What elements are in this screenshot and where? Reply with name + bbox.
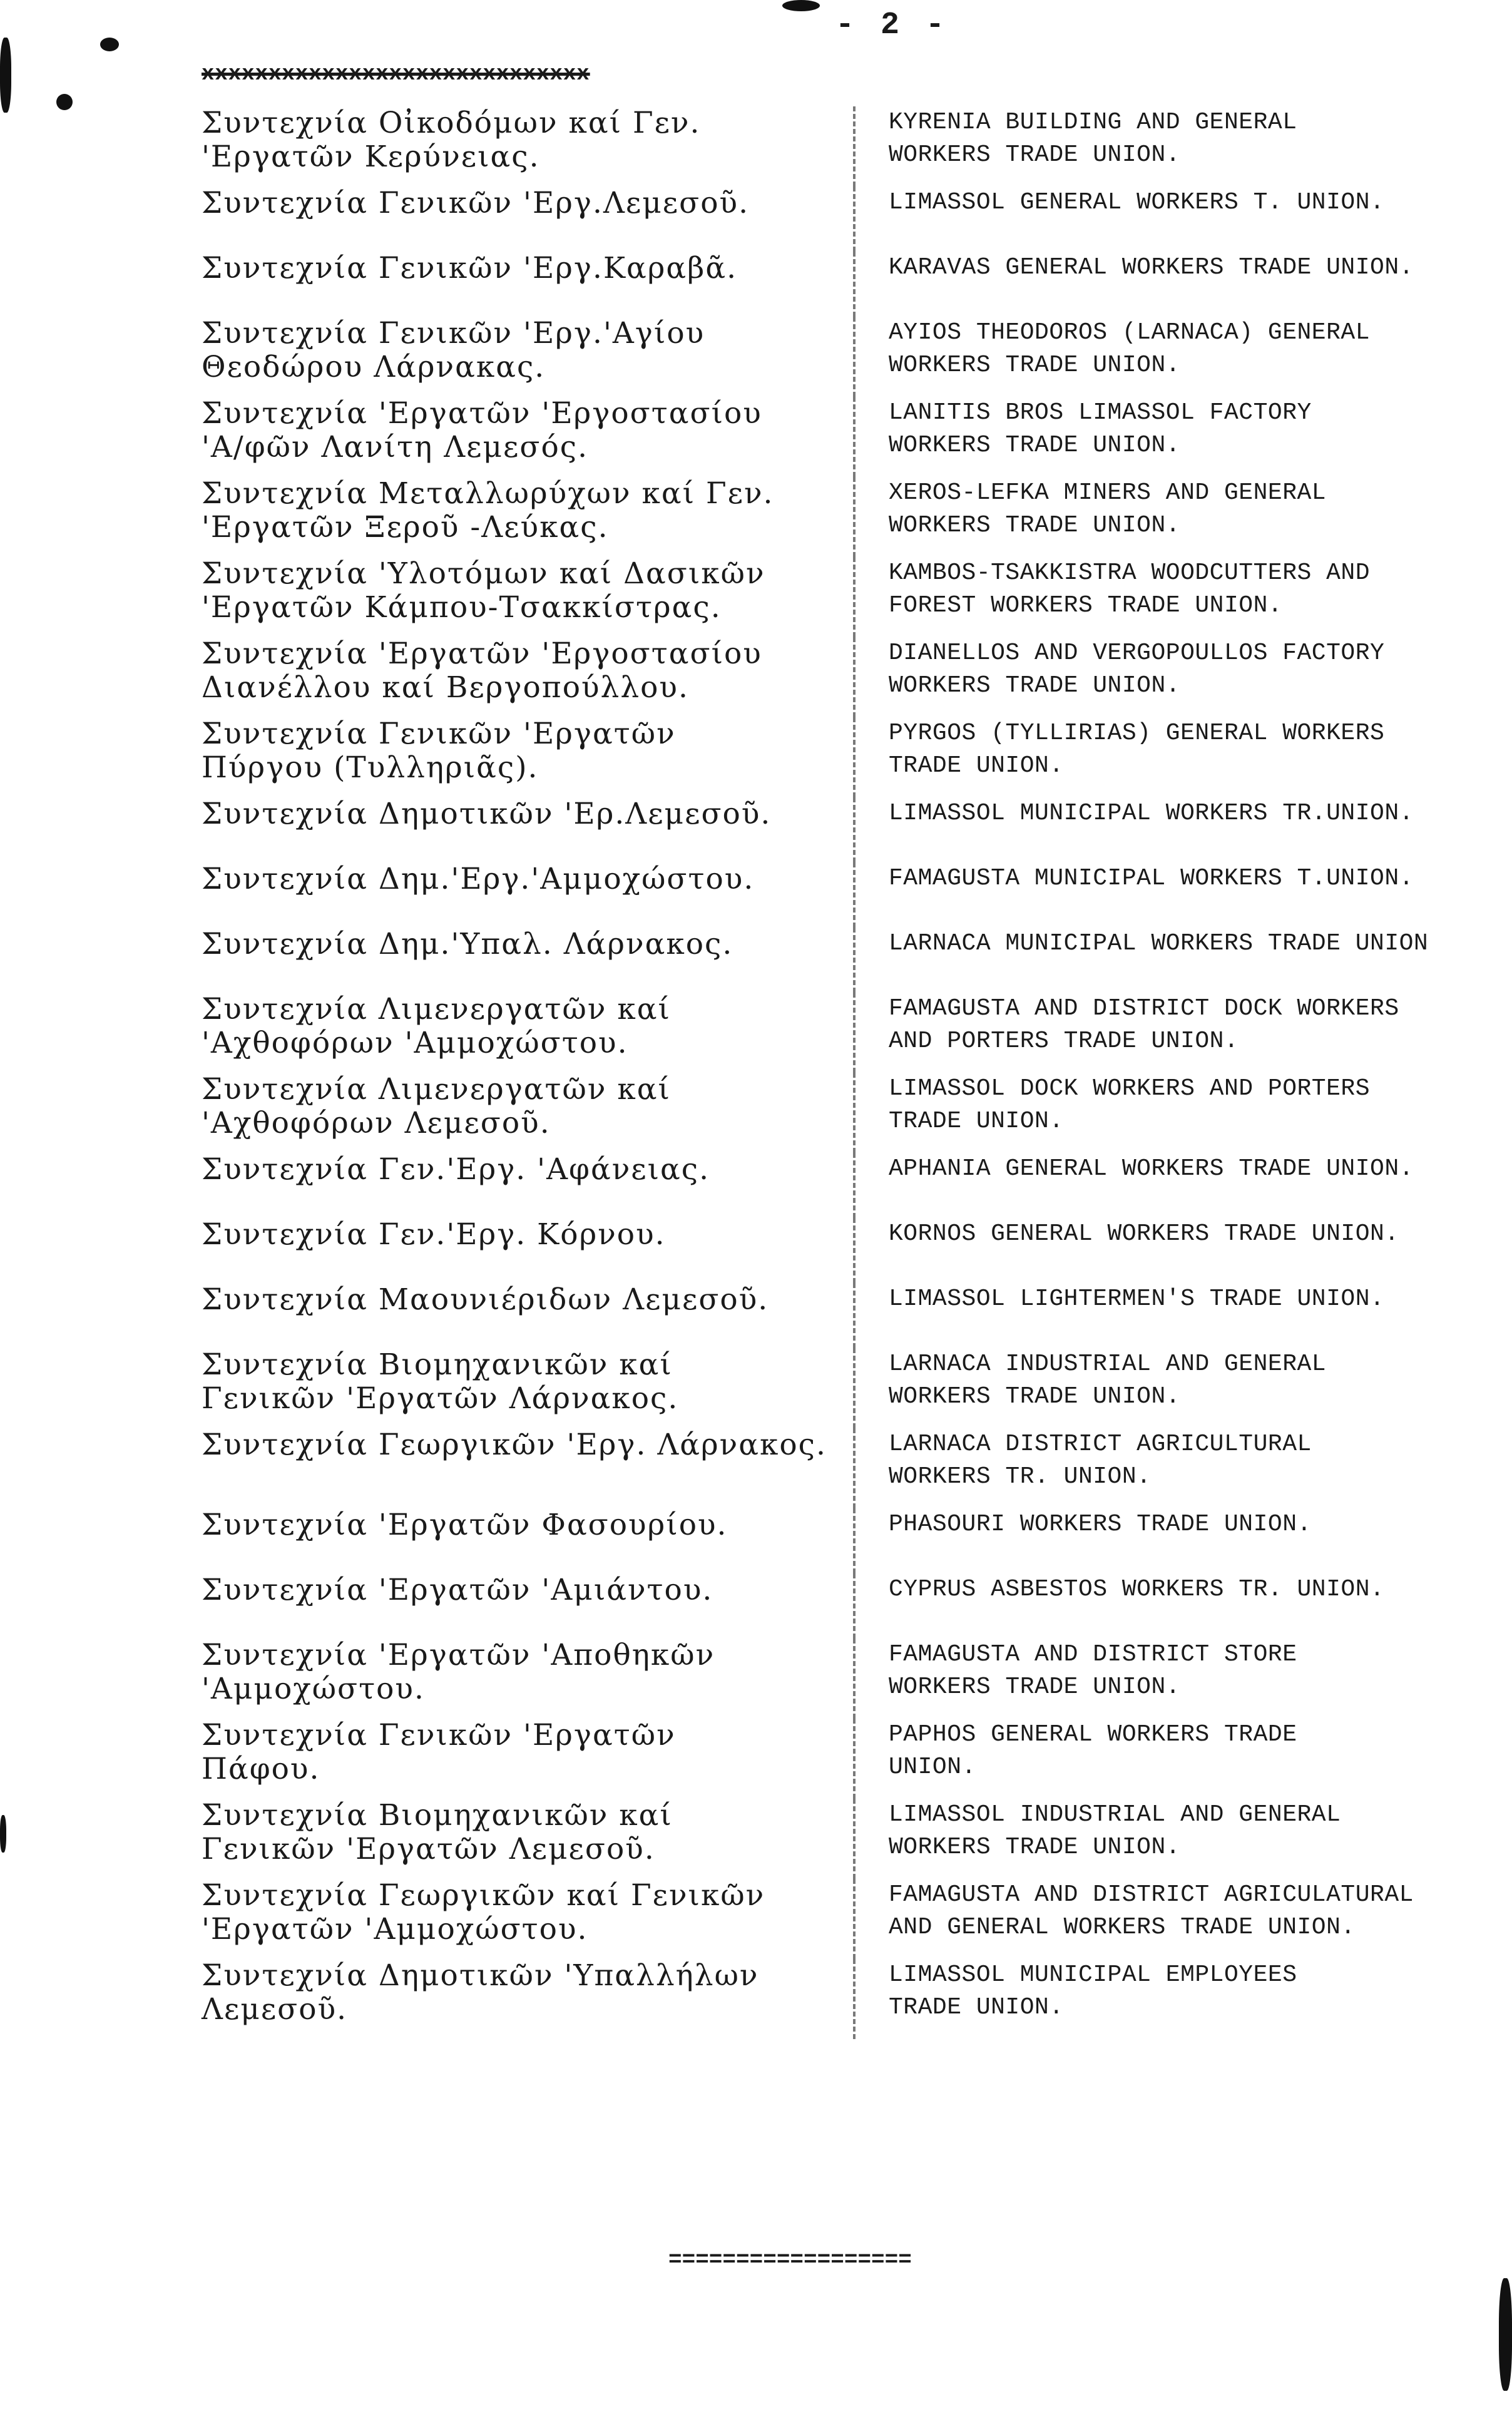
list-item xyxy=(0,717,1512,797)
ink-blot xyxy=(782,0,820,11)
greek-union-name: Συντεχνία Δημοτικῶν 'Υπαλλήλων Λεμεσοῦ. xyxy=(202,1958,759,2027)
list-item xyxy=(0,1283,1512,1348)
greek-union-name: Συντεχνία Δημ.'Υπαλ. Λάρνακος. xyxy=(202,927,733,961)
column-divider xyxy=(853,1348,858,1428)
english-union-name: LARNACA DISTRICT AGRICULTURAL WORKERS TR. UNION. xyxy=(889,1431,1312,1490)
scan-edge-mark xyxy=(1499,2278,1512,2391)
column-divider xyxy=(853,1428,858,1508)
english-union-name: LIMASSOL LIGHTERMEN'S TRADE UNION. xyxy=(889,1286,1385,1312)
list-item xyxy=(0,1153,1512,1218)
english-union-name: KORNOS GENERAL WORKERS TRADE UNION. xyxy=(889,1220,1399,1247)
english-union-name: LARNACA MUNICIPAL WORKERS TRADE UNION xyxy=(889,930,1429,957)
list-item xyxy=(0,187,1512,252)
greek-union-name: Συντεχνία 'Εργατῶν 'Εργοστασίου 'Α/φῶν Λανίτη Λεμεσός. xyxy=(202,396,762,464)
column-divider xyxy=(853,397,858,477)
column-divider xyxy=(853,252,858,317)
english-union-name: FAMAGUSTA AND DISTRICT DOCK WORKERS AND PORTERS TRADE UNION. xyxy=(889,995,1399,1055)
column-divider xyxy=(853,1218,858,1283)
english-union-name: KARAVAS GENERAL WORKERS TRADE UNION. xyxy=(889,254,1414,281)
greek-union-name: Συντεχνία Γεωργικῶν καί Γενικῶν 'Εργατῶν 'Αμμοχώστου. xyxy=(202,1878,765,1946)
greek-union-name: Συντεχνία Γενικῶν 'Εργ.Καραβᾶ. xyxy=(202,251,738,285)
list-item xyxy=(0,397,1512,477)
column-divider xyxy=(853,993,858,1073)
greek-union-name: Συντεχνία 'Εργατῶν 'Αποθηκῶν 'Αμμοχώστου. xyxy=(202,1638,715,1706)
greek-union-name: Συντεχνία 'Εργατῶν 'Εργοστασίου Διανέλλου καί Βεργοπούλλου. xyxy=(202,637,762,705)
footer-rule: ================== xyxy=(668,2247,912,2273)
english-union-name: KYRENIA BUILDING AND GENERAL WORKERS TRADE UNION. xyxy=(889,109,1297,168)
list-item xyxy=(0,1428,1512,1508)
greek-union-name: Συντεχνία Μεταλλωρύχων καί Γεν. 'Εργατῶν Ξεροῦ -Λεύκας. xyxy=(202,476,774,545)
greek-union-name: Συντεχνία Βιομηχανικῶν καί Γενικῶν 'Εργατῶν Λάρνακος. xyxy=(202,1347,679,1416)
greek-union-name: Συντεχνία Μαουνιέριδων Λεμεσοῦ. xyxy=(202,1282,769,1317)
ink-blot xyxy=(56,94,73,110)
struck-out-heading: xxxxxxxxxxxxxxxxxxxxxxxxxxxxx xyxy=(202,63,590,86)
column-divider xyxy=(853,717,858,797)
list-item xyxy=(0,1799,1512,1879)
english-union-name: PAPHOS GENERAL WORKERS TRADE UNION. xyxy=(889,1721,1297,1781)
list-item xyxy=(0,317,1512,397)
english-union-name: LIMASSOL MUNICIPAL EMPLOYEES TRADE UNION. xyxy=(889,1961,1297,2021)
greek-union-name: Συντεχνία Λιμενεργατῶν καί 'Αχθοφόρων Λεμεσοῦ. xyxy=(202,1072,671,1140)
greek-union-name: Συντεχνία 'Εργατῶν 'Αμιάντου. xyxy=(202,1573,713,1607)
english-union-name: LIMASSOL MUNICIPAL WORKERS TR.UNION. xyxy=(889,800,1414,827)
english-union-name: LIMASSOL INDUSTRIAL AND GENERAL WORKERS TRADE UNION. xyxy=(889,1801,1341,1861)
english-union-name: LIMASSOL GENERAL WORKERS T. UNION. xyxy=(889,189,1385,216)
column-divider xyxy=(853,1799,858,1879)
greek-union-name: Συντεχνία Γενικῶν 'Εργ.'Αγίου Θεοδώρου Λάρνακας. xyxy=(202,316,705,384)
column-divider xyxy=(853,1879,858,1959)
list-item xyxy=(0,1959,1512,2039)
ink-blot xyxy=(100,38,119,51)
english-union-name: PHASOURI WORKERS TRADE UNION. xyxy=(889,1511,1312,1538)
greek-union-name: Συντεχνία Γενικῶν 'Εργ.Λεμεσοῦ. xyxy=(202,186,750,220)
column-divider xyxy=(853,187,858,252)
english-union-name: FAMAGUSTA AND DISTRICT STORE WORKERS TRADE UNION. xyxy=(889,1641,1297,1700)
list-item xyxy=(0,252,1512,317)
list-item xyxy=(0,1508,1512,1573)
list-item xyxy=(0,797,1512,862)
scan-edge-mark xyxy=(0,1815,6,1853)
column-divider xyxy=(853,1959,858,2039)
greek-union-name: Συντεχνία Γενικῶν 'Εργατῶν Πύργου (Τυλληριᾶς). xyxy=(202,717,676,785)
english-union-name: KAMBOS-TSAKKISTRA WOODCUTTERS AND FOREST WORKERS TRADE UNION. xyxy=(889,560,1371,619)
page-number: - 2 - xyxy=(835,8,949,43)
english-union-name: LIMASSOL DOCK WORKERS AND PORTERS TRADE UNION. xyxy=(889,1075,1371,1135)
list-item xyxy=(0,993,1512,1073)
column-divider xyxy=(853,1073,858,1153)
english-union-name: LARNACA INDUSTRIAL AND GENERAL WORKERS TRADE UNION. xyxy=(889,1351,1327,1410)
greek-union-name: Συντεχνία Γεν.'Εργ. Κόρνου. xyxy=(202,1217,666,1252)
column-divider xyxy=(853,1639,858,1719)
list-item xyxy=(0,862,1512,928)
list-item xyxy=(0,1879,1512,1959)
list-item xyxy=(0,477,1512,557)
column-divider xyxy=(853,1719,858,1799)
greek-union-name: Συντεχνία Γεωργικῶν 'Εργ. Λάρνακος. xyxy=(202,1428,827,1462)
list-item xyxy=(0,106,1512,187)
list-item xyxy=(0,637,1512,717)
list-item xyxy=(0,1639,1512,1719)
english-union-name: DIANELLOS AND VERGOPOULLOS FACTORY WORKERS TRADE UNION. xyxy=(889,640,1385,699)
greek-union-name: Συντεχνία Γενικῶν 'Εργατῶν Πάφου. xyxy=(202,1718,676,1786)
greek-union-name: Συντεχνία Γεν.'Εργ. 'Αφάνειας. xyxy=(202,1152,710,1187)
union-list xyxy=(0,106,1512,2039)
list-item xyxy=(0,928,1512,993)
list-item xyxy=(0,1348,1512,1428)
column-divider xyxy=(853,637,858,717)
english-union-name: APHANIA GENERAL WORKERS TRADE UNION. xyxy=(889,1155,1414,1182)
column-divider xyxy=(853,1283,858,1348)
list-item xyxy=(0,1218,1512,1283)
english-union-name: AYIOS THEODOROS (LARNACA) GENERAL WORKERS TRADE UNION. xyxy=(889,319,1371,379)
column-divider xyxy=(853,477,858,557)
greek-union-name: Συντεχνία Οἰκοδόμων καί Γεν. 'Εργατῶν Κερύνειας. xyxy=(202,106,701,174)
english-union-name: FAMAGUSTA AND DISTRICT AGRICULATURAL AND GENERAL WORKERS TRADE UNION. xyxy=(889,1881,1414,1941)
greek-union-name: Συντεχνία Λιμενεργατῶν καί 'Αχθοφόρων 'Αμμοχώστου. xyxy=(202,992,671,1060)
column-divider xyxy=(853,1508,858,1573)
list-item xyxy=(0,1073,1512,1153)
column-divider xyxy=(853,797,858,862)
english-union-name: LANITIS BROS LIMASSOL FACTORY WORKERS TRADE UNION. xyxy=(889,399,1312,459)
greek-union-name: Συντεχνία 'Υλοτόμων καί Δασικῶν 'Εργατῶν Κάμπου-Τσακκίστρας. xyxy=(202,556,765,625)
column-divider xyxy=(853,557,858,637)
list-item xyxy=(0,557,1512,637)
column-divider xyxy=(853,1573,858,1639)
english-union-name: XEROS-LEFKA MINERS AND GENERAL WORKERS TRADE UNION. xyxy=(889,479,1327,539)
english-union-name: CYPRUS ASBESTOS WORKERS TR. UNION. xyxy=(889,1576,1385,1603)
column-divider xyxy=(853,1153,858,1218)
greek-union-name: Συντεχνία Δημ.'Εργ.'Αμμοχώστου. xyxy=(202,862,755,896)
greek-union-name: Συντεχνία 'Εργατῶν Φασουρίου. xyxy=(202,1508,728,1542)
scan-edge-mark xyxy=(0,38,11,113)
list-item xyxy=(0,1573,1512,1639)
greek-union-name: Συντεχνία Δημοτικῶν 'Ερ.Λεμεσοῦ. xyxy=(202,797,772,831)
column-divider xyxy=(853,928,858,993)
english-union-name: PYRGOS (TYLLIRIAS) GENERAL WORKERS TRADE UNION. xyxy=(889,720,1385,779)
column-divider xyxy=(853,106,858,187)
column-divider xyxy=(853,862,858,928)
english-union-name: FAMAGUSTA MUNICIPAL WORKERS T.UNION. xyxy=(889,865,1414,892)
greek-union-name: Συντεχνία Βιομηχανικῶν καί Γενικῶν 'Εργατῶν Λεμεσοῦ. xyxy=(202,1798,673,1866)
list-item xyxy=(0,1719,1512,1799)
column-divider xyxy=(853,317,858,397)
